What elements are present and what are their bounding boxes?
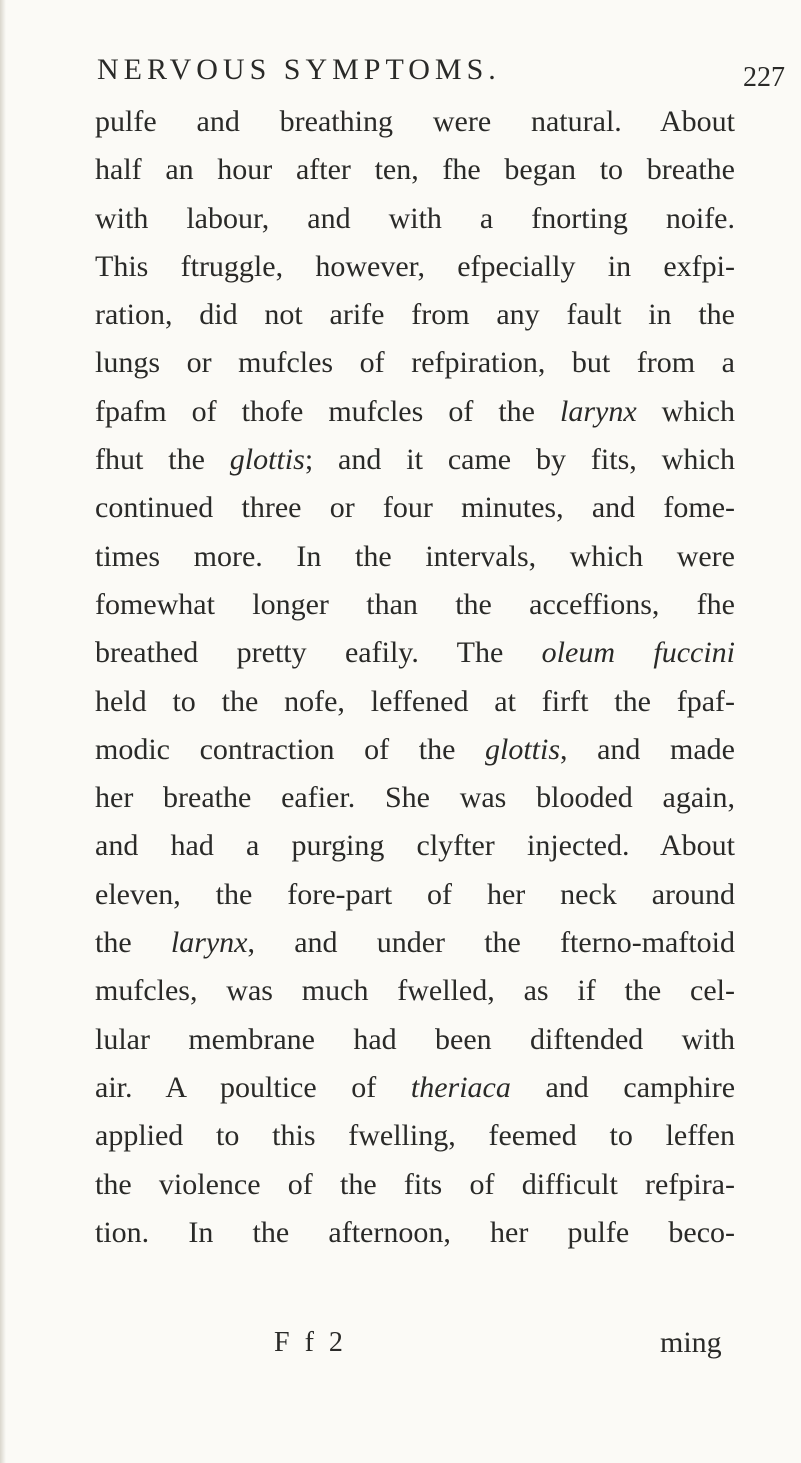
catchword: ming bbox=[660, 1326, 722, 1359]
text-line: pulfe and breathing were natural. About bbox=[95, 105, 735, 138]
text-line: applied to this fwelling, feemed to leffen bbox=[95, 1119, 735, 1153]
text-line: continued three or four minutes, and fome- bbox=[95, 491, 735, 525]
text-line: her breathe eafier. She was blooded again, bbox=[95, 781, 735, 815]
page-number: 227 bbox=[743, 62, 785, 93]
text-line: held to the nofe, leffened at firft the fpaf- bbox=[95, 684, 735, 718]
text-line: mufcles, was much fwelled, as if the cel- bbox=[95, 974, 735, 1008]
text-line: times more. In the intervals, which were bbox=[95, 539, 735, 573]
text-line: half an hour after ten, fhe began to breathe bbox=[95, 153, 735, 187]
text-line: breathed pretty eafily. The oleum fuccini bbox=[95, 636, 735, 670]
text-line: the larynx, and under the fterno-maftoid bbox=[95, 926, 736, 960]
text-line: fhut the glottis; and it came by fits, which bbox=[95, 443, 735, 477]
italic-term: oleum fuccini bbox=[541, 636, 735, 670]
text-line: lular membrane had been diftended with bbox=[95, 1022, 735, 1056]
text-line: the violence of the fits of difficult refpira- bbox=[95, 1167, 735, 1201]
text-line: with labour, and with a fnorting noife. bbox=[95, 201, 735, 235]
italic-term: glottis bbox=[484, 732, 560, 766]
text-line: eleven, the fore-part of her neck around bbox=[95, 877, 735, 911]
text-line: modic contraction of the glottis, and made bbox=[95, 732, 735, 766]
italic-term: larynx bbox=[560, 394, 637, 428]
text-line: and had a purging clyfter injected. About bbox=[95, 829, 735, 863]
text-line: fpafm of thofe mufcles of the larynx which bbox=[95, 394, 735, 428]
italic-term: larynx bbox=[170, 926, 248, 960]
page-header bbox=[0, 50, 801, 93]
signature-mark: F f 2 bbox=[274, 1327, 347, 1358]
italic-term: theriaca bbox=[410, 1070, 511, 1104]
text-line: lungs or mufcles of refpiration, but from a bbox=[95, 346, 735, 380]
text-line: tion. In the afternoon, her pulfe beco- bbox=[95, 1215, 735, 1249]
running-head: NERVOUS SYMPTOMS. bbox=[97, 53, 501, 86]
italic-term: glottis bbox=[229, 443, 305, 477]
text-line: fomewhat longer than the acceffions, fhe bbox=[95, 587, 735, 621]
text-line: ration, did not arife from any fault in the bbox=[95, 298, 735, 332]
text-line: This ftruggle, however, efpecially in exfpi- bbox=[95, 249, 735, 283]
text-line: air. A poultice of theriaca and camphire bbox=[95, 1070, 736, 1104]
page-edge-shadow bbox=[0, 0, 6, 1463]
body-text bbox=[95, 98, 735, 1257]
page-footer bbox=[0, 1322, 801, 1364]
